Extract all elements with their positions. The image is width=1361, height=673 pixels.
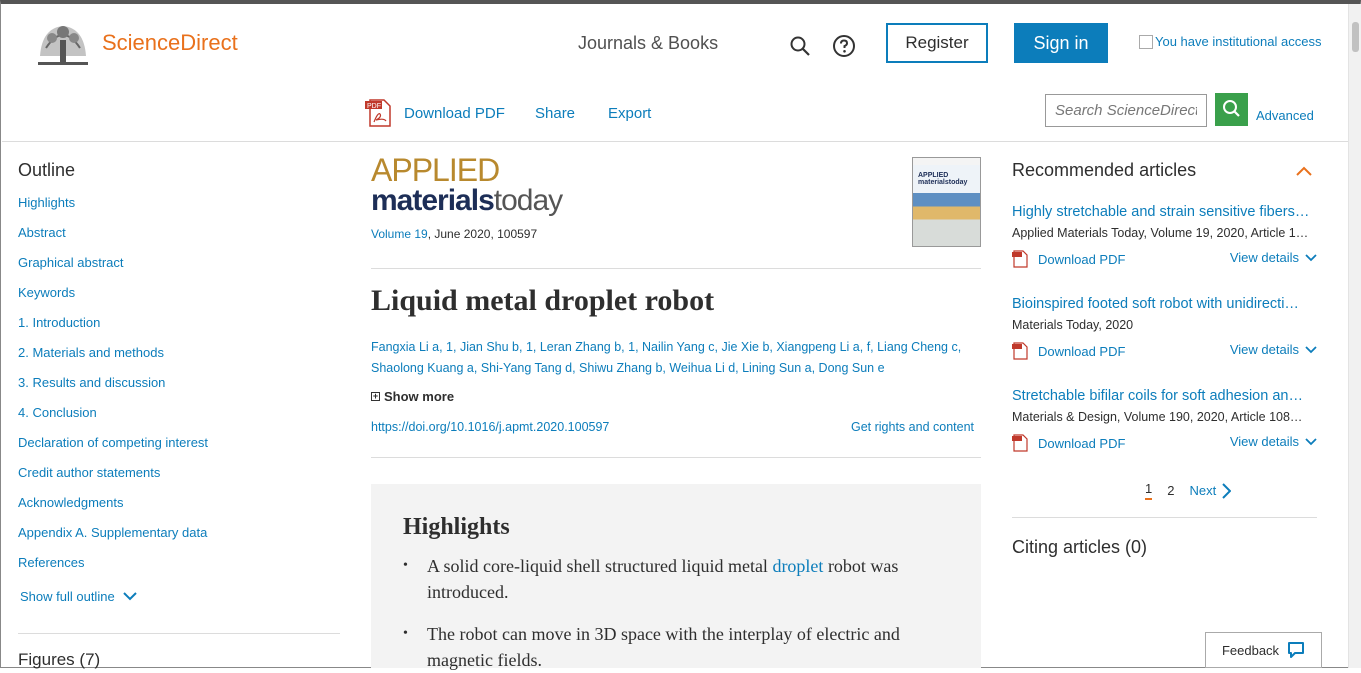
chevron-down-icon bbox=[1305, 438, 1317, 446]
share-link[interactable]: Share bbox=[535, 105, 576, 122]
recommended-article-title[interactable]: Highly stretchable and strain sensitive fibers… bbox=[1012, 204, 1310, 220]
recommended-article-source: Materials Today, 2020 bbox=[1012, 318, 1134, 332]
search-submit-button[interactable] bbox=[1215, 93, 1248, 126]
outline-panel bbox=[18, 160, 340, 604]
recommended-article bbox=[1012, 204, 1317, 270]
highlight-item: • A solid core-liquid shell structured liquid metal droplet robot was introduced. bbox=[403, 553, 948, 605]
recommended-article bbox=[1012, 388, 1317, 454]
broken-image-icon bbox=[1139, 35, 1153, 49]
journals-books-link[interactable]: Journals & Books bbox=[578, 33, 719, 53]
figures-heading[interactable]: Figures (7) bbox=[18, 650, 101, 669]
author-list[interactable] bbox=[371, 337, 981, 379]
outline-item-keywords[interactable]: Keywords bbox=[18, 285, 76, 300]
chat-bubble-icon bbox=[1287, 641, 1305, 659]
search-icon[interactable] bbox=[789, 35, 811, 57]
journal-logo-materials-today: materialstoday bbox=[371, 184, 563, 217]
scrollbar-thumb[interactable] bbox=[1352, 22, 1359, 52]
divider bbox=[1012, 517, 1317, 518]
recommended-title: Recommended articles bbox=[1012, 160, 1197, 180]
search-icon bbox=[1215, 93, 1248, 126]
show-full-outline-button[interactable] bbox=[20, 589, 340, 604]
volume-info bbox=[371, 227, 537, 241]
site-header bbox=[2, 4, 1348, 142]
pdf-icon bbox=[1012, 434, 1028, 452]
search-input[interactable] bbox=[1045, 94, 1207, 127]
volume-link[interactable]: Volume 19 bbox=[371, 227, 428, 241]
recommended-view-details[interactable]: View details bbox=[1230, 342, 1317, 357]
outline-item-highlights[interactable]: Highlights bbox=[18, 195, 76, 210]
outline-item-graphical-abstract[interactable]: Graphical abstract bbox=[18, 255, 124, 270]
journal-cover-image[interactable] bbox=[912, 157, 981, 247]
page-1[interactable]: 1 bbox=[1145, 481, 1152, 500]
highlights-heading: Highlights bbox=[403, 514, 510, 540]
outline-item-materials-methods[interactable]: 2. Materials and methods bbox=[18, 345, 164, 360]
brand-name[interactable]: ScienceDirect bbox=[102, 30, 238, 55]
droplet-link[interactable]: droplet bbox=[772, 556, 824, 576]
recommended-download-pdf[interactable]: Download PDF bbox=[1012, 250, 1125, 268]
pdf-icon bbox=[1012, 342, 1028, 360]
authors-line-1[interactable]: Fangxia Li a, 1, Jian Shu b, 1, Leran Zhang b, 1, Nailin Yang c, Jie Xie b, Xiangpeng Li a, f, Liang Cheng c, bbox=[371, 340, 962, 354]
divider bbox=[371, 268, 981, 269]
outline-item-conclusion[interactable]: 4. Conclusion bbox=[18, 405, 97, 420]
highlight-item: • The robot can move in 3D space with the interplay of electric and magnetic fields. bbox=[403, 621, 948, 673]
page-2[interactable]: 2 bbox=[1167, 483, 1175, 498]
outline-divider bbox=[18, 633, 340, 634]
next-page-button[interactable]: Next bbox=[1189, 483, 1231, 499]
recommended-view-details[interactable]: View details bbox=[1230, 434, 1317, 449]
pdf-icon bbox=[1012, 250, 1028, 268]
institutional-access-text: You have institutional access bbox=[1155, 34, 1322, 49]
advanced-search-link[interactable]: Advanced bbox=[1256, 108, 1314, 123]
recommended-article-source: Materials & Design, Volume 190, 2020, Article 108… bbox=[1012, 410, 1303, 424]
show-more-button[interactable] bbox=[371, 389, 454, 404]
outline-item-introduction[interactable]: 1. Introduction bbox=[18, 315, 101, 330]
recommended-view-details[interactable]: View details bbox=[1230, 250, 1317, 265]
recommended-article-title[interactable]: Bioinspired footed soft robot with unidirecti… bbox=[1012, 296, 1299, 312]
doi-link[interactable]: https://doi.org/10.1016/j.apmt.2020.100597 bbox=[371, 420, 610, 434]
chevron-right-icon bbox=[1222, 483, 1231, 499]
outline-title: Outline bbox=[18, 160, 76, 180]
rights-link[interactable]: Get rights and content bbox=[851, 420, 974, 434]
plus-icon: + bbox=[372, 391, 379, 401]
pdf-icon bbox=[364, 98, 396, 128]
show-more-label: Show more bbox=[384, 389, 455, 404]
download-pdf-button[interactable] bbox=[364, 98, 505, 128]
outline-item-credit-author[interactable]: Credit author statements bbox=[18, 465, 161, 480]
recommended-article-title[interactable]: Stretchable bifilar coils for soft adhesion an… bbox=[1012, 388, 1303, 404]
recommended-panel bbox=[1012, 160, 1317, 498]
chevron-down-icon bbox=[123, 592, 137, 601]
journal-logo-applied: APPLIED bbox=[371, 152, 500, 188]
export-link[interactable]: Export bbox=[608, 105, 652, 122]
chevron-up-icon[interactable] bbox=[1295, 164, 1313, 178]
outline-item-results-discussion[interactable]: 3. Results and discussion bbox=[18, 375, 166, 390]
chevron-down-icon bbox=[1305, 346, 1317, 354]
download-pdf-label: Download PDF bbox=[404, 104, 505, 122]
chevron-down-icon bbox=[1305, 254, 1317, 262]
recommended-article-source: Applied Materials Today, Volume 19, 2020, Article 1… bbox=[1012, 226, 1309, 240]
sign-in-button[interactable]: Sign in bbox=[1014, 23, 1108, 63]
show-full-outline-label: Show full outline bbox=[20, 589, 115, 604]
institutional-access[interactable] bbox=[1139, 34, 1321, 49]
recommended-pagination bbox=[1145, 481, 1231, 500]
recommended-download-pdf[interactable]: Download PDF bbox=[1012, 342, 1125, 360]
svg-text:PDF: PDF bbox=[367, 103, 381, 110]
feedback-button[interactable] bbox=[1205, 632, 1322, 668]
outline-item-abstract[interactable]: Abstract bbox=[18, 225, 66, 240]
outline-item-references[interactable]: References bbox=[18, 555, 85, 570]
outline-item-competing-interest[interactable]: Declaration of competing interest bbox=[18, 435, 209, 450]
highlights-section bbox=[371, 484, 981, 668]
authors-line-2[interactable]: Shaolong Kuang a, Shi-Yang Tang d, Shiwu Zhang b, Weihua Li d, Lining Sun a, Dong Sun e bbox=[371, 361, 885, 375]
article-title: Liquid metal droplet robot bbox=[371, 284, 715, 317]
page-scrollbar[interactable] bbox=[1348, 4, 1361, 668]
elsevier-tree-logo[interactable] bbox=[34, 18, 92, 68]
journal-logo[interactable] bbox=[371, 152, 563, 217]
recommended-article bbox=[1012, 296, 1317, 362]
citing-articles-heading[interactable]: Citing articles (0) bbox=[1012, 537, 1148, 557]
recommended-download-pdf[interactable]: Download PDF bbox=[1012, 434, 1125, 452]
feedback-label: Feedback bbox=[1221, 642, 1280, 658]
register-button[interactable]: Register bbox=[886, 23, 988, 63]
help-icon[interactable] bbox=[832, 34, 856, 58]
divider bbox=[371, 457, 981, 458]
journal-cover-text: APPLIED materialstoday bbox=[918, 172, 968, 186]
outline-item-appendix[interactable]: Appendix A. Supplementary data bbox=[18, 525, 208, 540]
volume-date: , June 2020, 100597 bbox=[427, 227, 538, 241]
outline-item-acknowledgments[interactable]: Acknowledgments bbox=[18, 495, 124, 510]
